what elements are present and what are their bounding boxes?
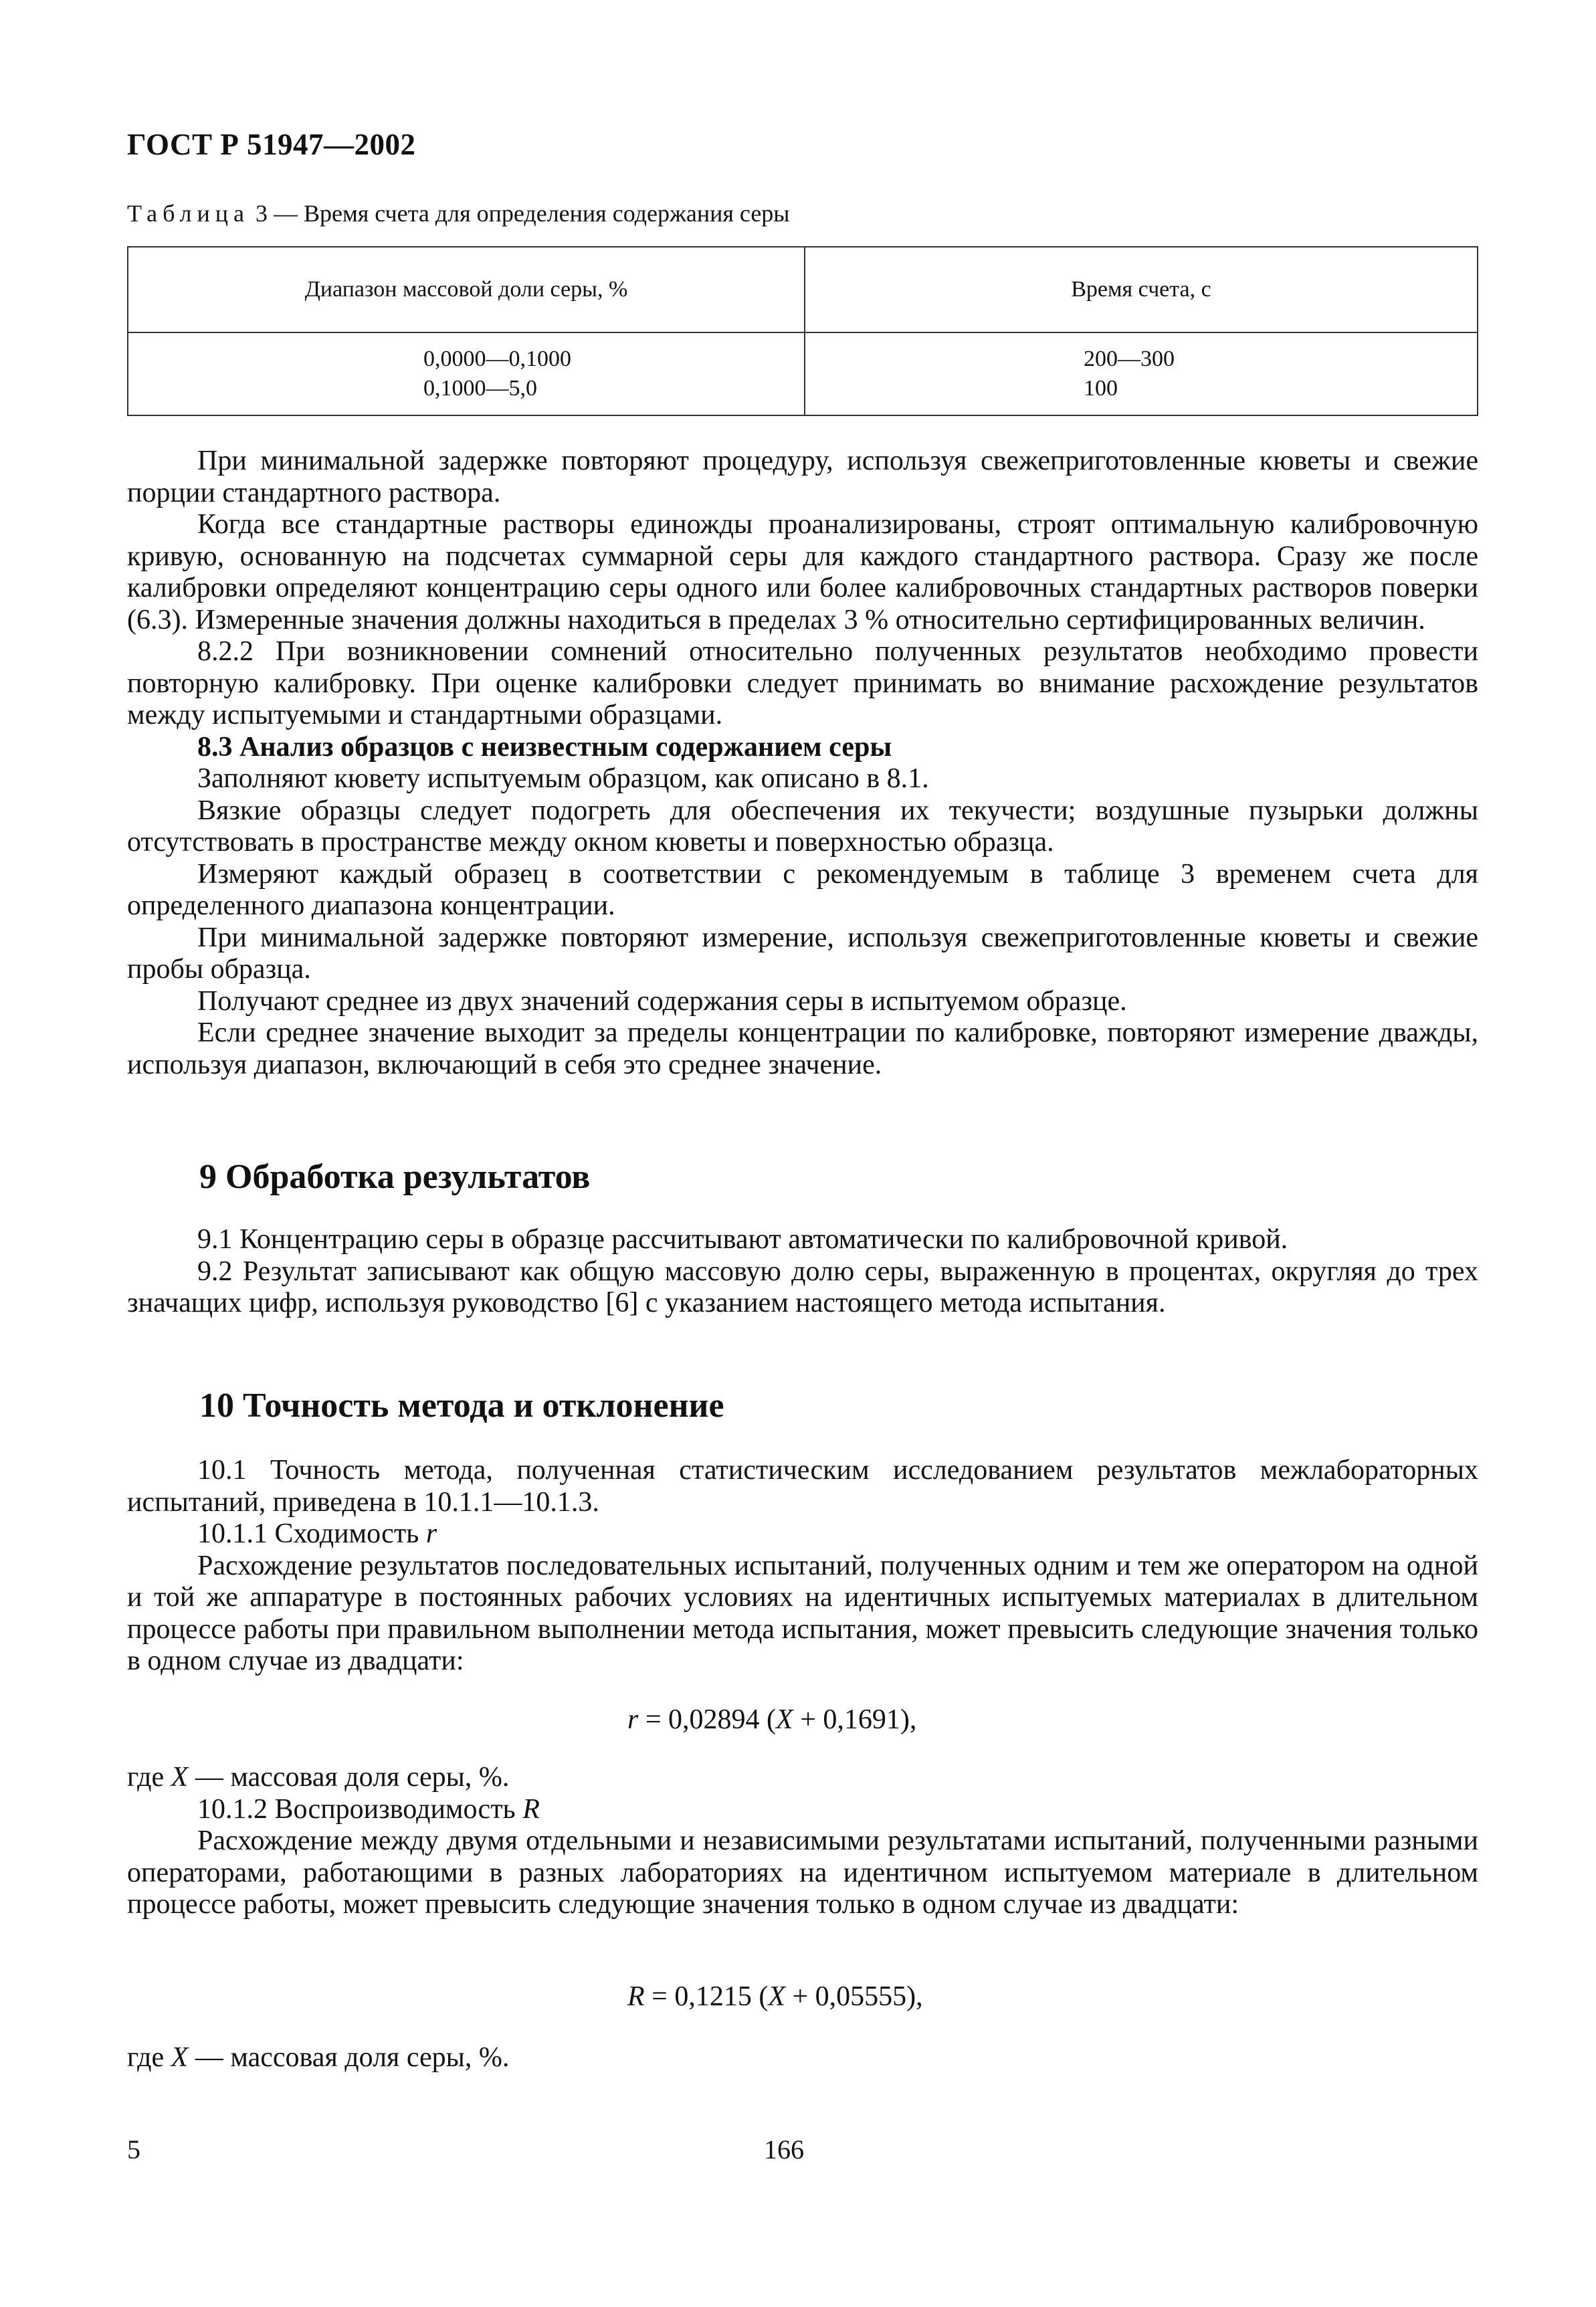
reproducibility-formula: R = 0,1215 (X + 0,05555),	[627, 1981, 923, 2012]
repeatability-symbol: r	[425, 1518, 437, 1549]
paragraph: При минимальной задержке повторяют процедуру, используя свежеприготовленные кюветы и свежие порции стандартного раствора.	[127, 445, 1478, 508]
table-caption-prefix: Таблица	[127, 200, 250, 227]
paragraph: Вязкие образцы следует подогреть для обеспечения их текучести; воздушные пузырьки должны отсутствовать в пространстве между окном кюветы и поверхностью образца.	[127, 795, 1478, 858]
range-value-2: 0,1000—5,0	[423, 376, 537, 401]
paragraph: Измеряют каждый образец в соответствии с рекомендуемым в таблице 3 временем счета для определенного диапазона концентрации.	[127, 858, 1478, 921]
paragraph: 8.2.2 При возникновении сомнений относительно полученных результатов необходимо провести повторную калибровку. При оценке калибровки следует принимать во внимание расхождение результатов между испытуемыми и стандартными образцами.	[127, 636, 1478, 730]
section-9-heading: 9 Обработка результатов	[199, 1158, 591, 1196]
section-10-text-c	[127, 2042, 1478, 2074]
table-cell-times	[805, 332, 1478, 415]
table-cell-ranges	[128, 332, 805, 415]
table-row	[128, 332, 1478, 415]
paragraph: 10.1 Точность метода, полученная статистическим исследованием результатов межлабораторных испытаний, приведена в 10.1.1—10.1.3.	[127, 1455, 1478, 1518]
table-header-row	[128, 247, 1478, 332]
column-header-range: Диапазон массовой доли серы, %	[128, 247, 805, 332]
section-10-heading: 10 Точность метода и отклонение	[199, 1387, 724, 1425]
table-caption-text: 3 — Время счета для определения содержания серы	[249, 200, 790, 227]
reproducibility-symbol: R	[522, 1793, 540, 1825]
where-clause-2: где X — массовая доля серы, %.	[127, 2042, 510, 2073]
section-10-text-b	[127, 1762, 1478, 1921]
paragraph: Если среднее значение выходит за пределы концентрации по калибровке, повторяют измерение дважды, используя диапазон, включающий в себя это среднее значение.	[127, 1017, 1478, 1080]
table-caption	[127, 199, 790, 227]
paragraph: Расхождение результатов последовательных испытаний, полученных одним и тем же оператором на одной и той же аппаратуре в постоянных рабочих условиях на идентичных испытуемых материалах в длительном процессе работы при правильном выполнении метода испытания, может превысить следующие значения только в одном случае из двадцати:	[127, 1550, 1478, 1676]
document-header: ГОСТ Р 51947—2002	[127, 128, 416, 161]
repeatability-formula: r = 0,02894 (X + 0,1691),	[627, 1704, 917, 1735]
paragraph: Расхождение между двумя отдельными и независимыми результатами испытаний, полученными разными операторами, работающими в разных лабораториях на идентичном испытуемом материале в длительном процессе работы, может превысить следующие значения только в одном случае из двадцати:	[127, 1825, 1478, 1920]
paragraph: 9.2 Результат записывают как общую массовую долю серы, выраженную в процентах, округляя до трех значащих цифр, используя руководство [6] с указанием настоящего метода испытания.	[127, 1256, 1478, 1318]
section-8-text	[127, 445, 1478, 1081]
subsection-10-1-2: 10.1.2 Воспроизводимость R	[197, 1793, 540, 1825]
paragraph: Получают среднее из двух значений содержания серы в испытуемом образце.	[197, 985, 1127, 1017]
subsection-10-1-1: 10.1.1 Сходимость r	[197, 1518, 437, 1549]
where-clause-1: где X — массовая доля серы, %.	[127, 1762, 510, 1793]
time-value-2: 100	[1084, 376, 1118, 401]
subsection-heading-8-3: 8.3 Анализ образцов с неизвестным содержанием серы	[197, 731, 892, 763]
paragraph: При минимальной задержке повторяют измерение, используя свежеприготовленные кюветы и свежие пробы образца.	[127, 922, 1478, 985]
time-value-1: 200—300	[1084, 346, 1175, 371]
paragraph: Заполняют кювету испытуемым образцом, как описано в 8.1.	[197, 763, 929, 794]
page-number: 166	[764, 2134, 804, 2165]
paragraph: 9.1 Концентрацию серы в образце рассчитывают автоматически по калибровочной кривой.	[197, 1224, 1288, 1255]
paragraph: Когда все стандартные растворы единожды проанализированы, строят оптимальную калибровочную кривую, основанную на подсчетах суммарной серы для каждого стандартного раствора. Сразу же после калибровки определяют концентрацию серы одного или более калибровочных стандартных растворов поверки (6.3). Измеренные значения должны находиться в пределах 3 % относительно сертифицированных величин.	[127, 509, 1478, 635]
section-9-text	[127, 1224, 1478, 1320]
sulfur-count-time-table	[127, 246, 1478, 416]
footer-left-number: 5	[127, 2134, 140, 2165]
range-value-1: 0,0000—0,1000	[423, 346, 571, 371]
column-header-time: Время счета, с	[805, 247, 1478, 332]
section-10-text-a	[127, 1455, 1478, 1678]
